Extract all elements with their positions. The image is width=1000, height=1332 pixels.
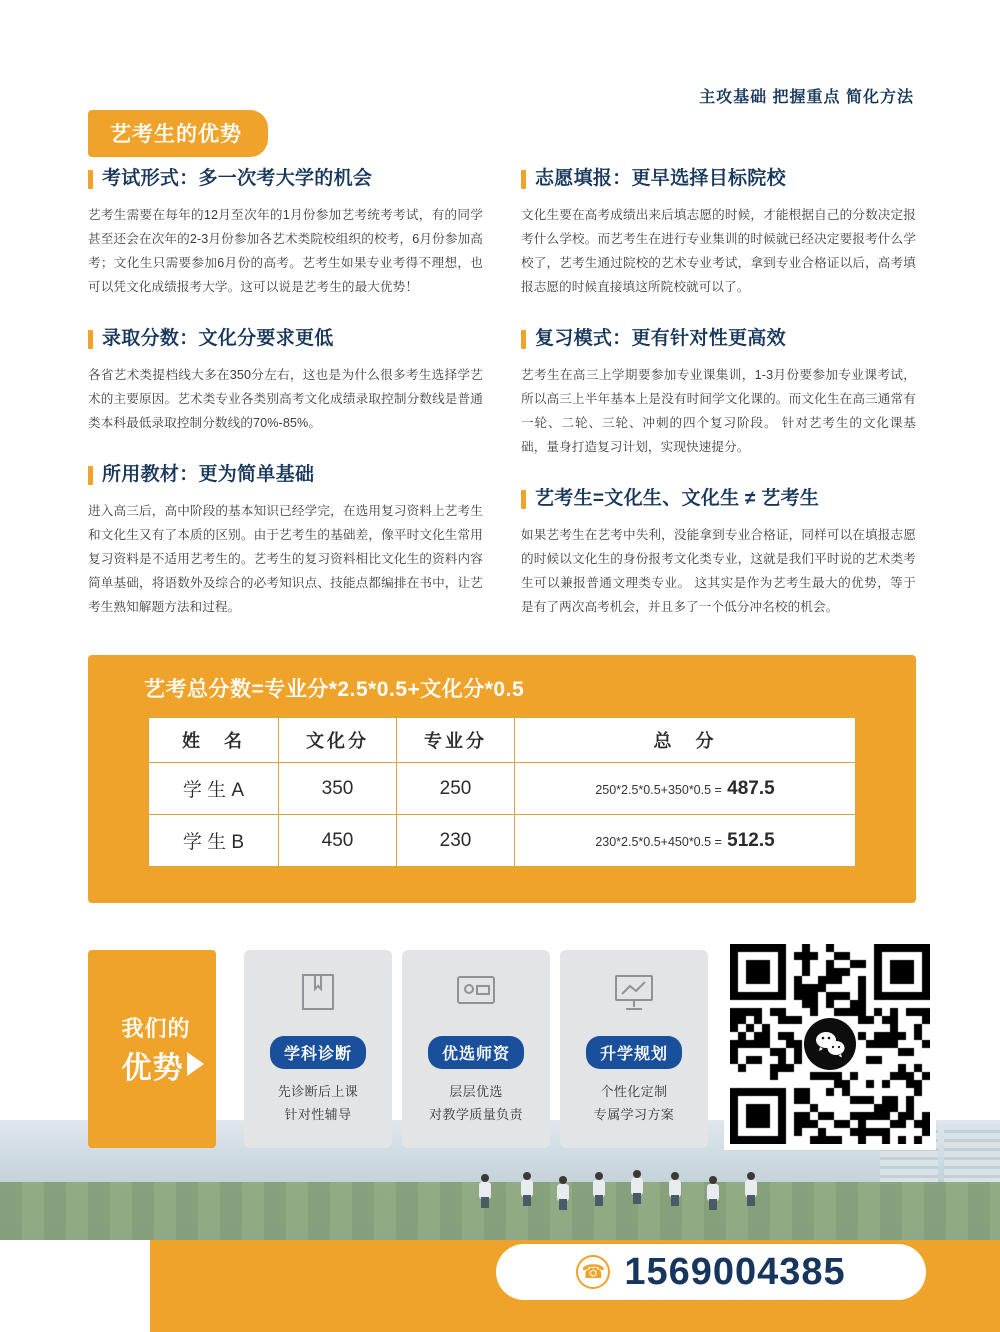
photo-field xyxy=(0,1182,1000,1240)
card-desc-2: 针对性辅导 xyxy=(284,1106,352,1122)
advantage-line2: 优势 xyxy=(121,1051,184,1085)
block-body: 各省艺术类提档线大多在350分左右，这也是为什么很多考生选择学艺术的主要原因。艺术类专业各类别高考文化成绩录取控制分数线是普通类本科最低录取控制分数线的70%-85%。 xyxy=(88,367,483,431)
cell-major: 230 xyxy=(397,815,515,867)
cell-culture: 450 xyxy=(279,815,397,867)
photo-runner xyxy=(478,1174,492,1208)
phone-number: 1569004385 xyxy=(624,1250,846,1293)
header-slogan: 主攻基础 把握重点 简化方法 xyxy=(699,89,914,106)
table-header-row xyxy=(149,718,856,763)
col-culture: 文化分 xyxy=(279,718,397,763)
card-subject-diagnosis[interactable] xyxy=(244,950,392,1148)
arrow-right-icon xyxy=(187,1052,204,1076)
contact-phone-bar[interactable] xyxy=(496,1244,926,1300)
cell-name: 学 生 B xyxy=(149,815,279,867)
col-major: 专业分 xyxy=(397,718,515,763)
block-admission-score xyxy=(88,325,483,435)
photo-building xyxy=(944,1124,1000,1184)
photo-runner xyxy=(520,1172,534,1206)
card-pill-label: 优选师资 xyxy=(428,1036,524,1069)
photo-runner xyxy=(630,1170,644,1204)
score-table xyxy=(148,717,856,867)
column-right xyxy=(521,165,916,646)
table-row xyxy=(149,763,856,815)
block-title: 录取分数：文化分要求更低 xyxy=(88,325,483,354)
score-formula-title: 艺考总分数=专业分*2.5*0.5+文化分*0.5 xyxy=(144,678,525,701)
feature-cards xyxy=(244,950,708,1148)
block-body: 进入高三后，高中阶段的基本知识已经学完，在选用复习资料上艺考生和文化生又有了本质的区别。由于艺考生的基础差，像平时文化生常用复习资料是不适用艺考生的。艺考生的复习资料相比文化生的资料内容简单基础，将语数外及综合的必考知识点、技能点都编排在书中，让艺考生熟知解题方法和过程。 xyxy=(88,503,483,615)
photo-runner xyxy=(556,1176,570,1210)
card-desc-1: 层层优选 xyxy=(449,1084,503,1099)
column-left xyxy=(88,165,483,646)
card-desc-1: 先诊断后上课 xyxy=(277,1084,359,1099)
cell-total xyxy=(515,763,856,815)
block-exam-format xyxy=(88,165,483,299)
bottom-strip-notch xyxy=(0,1240,150,1332)
book-icon xyxy=(295,972,341,1012)
qr-canvas-wrap xyxy=(730,944,930,1144)
block-body: 如果艺考生在艺考中失利，没能拿到专业合格证，同样可以在填报志愿的时候以文化生的身份报考文化类专业，这就是我们平时说的艺术类考生可以兼报普通文理类专业。 这其实是作为艺考生最大的优势，等于是有了两次高考机会，并且多了一个低分冲名校的机会。 xyxy=(521,527,916,615)
block-title: 考试形式：多一次考大学的机会 xyxy=(88,165,483,194)
cell-culture: 350 xyxy=(279,763,397,815)
card-desc-2: 专属学习方案 xyxy=(593,1106,675,1122)
total-formula: 230*2.5*0.5+450*0.5 = xyxy=(595,834,722,849)
total-formula: 250*2.5*0.5+350*0.5 = xyxy=(595,782,722,797)
cell-name: 学 生 A xyxy=(149,763,279,815)
block-application xyxy=(521,165,916,299)
wechat-logo-icon xyxy=(804,1018,856,1070)
photo-runner xyxy=(744,1172,758,1206)
photo-runner xyxy=(592,1172,606,1206)
advantage-line1: 我们的 xyxy=(121,1015,191,1041)
content-columns xyxy=(88,165,916,646)
cell-total xyxy=(515,815,856,867)
block-title: 所用教材：更为简单基础 xyxy=(88,461,483,490)
card-teacher-selection[interactable] xyxy=(402,950,550,1148)
wechat-qr-code[interactable] xyxy=(724,938,936,1150)
block-review-mode xyxy=(521,325,916,459)
photo-runner xyxy=(668,1172,682,1206)
block-textbooks xyxy=(88,461,483,619)
total-value: 512.5 xyxy=(727,829,775,851)
card-desc-2: 对教学质量负责 xyxy=(429,1106,523,1122)
teacher-board-icon xyxy=(453,972,499,1012)
block-comparison xyxy=(521,485,916,619)
our-advantage-badge xyxy=(88,950,216,1148)
total-value: 487.5 xyxy=(727,777,775,799)
score-formula-panel xyxy=(88,655,916,903)
block-body: 艺考生在高三上学期要参加专业课集训，1-3月份要参加专业课考试，所以高三上半年基本上是没有时间学文化课的。而文化生在高三通常有一轮、二轮、三轮、冲刺的四个复习阶段。 针对艺考生的文化课基础，量身打造复习计划，实现快速提分。 xyxy=(521,367,916,455)
card-pill-label: 学科诊断 xyxy=(270,1036,366,1069)
chart-board-icon xyxy=(611,972,657,1012)
phone-icon: ☎ xyxy=(576,1255,610,1289)
card-study-planning[interactable] xyxy=(560,950,708,1148)
col-total: 总 分 xyxy=(515,718,856,763)
block-body: 文化生要在高考成绩出来后填志愿的时候，才能根据自己的分数决定报考什么学校。而艺考生在进行专业集训的时候就已经决定要报考什么学校了，艺考生通过院校的艺术专业考试，拿到专业合格证以后，高考填报志愿的时候直接填这所院校就可以了。 xyxy=(521,207,916,295)
card-desc-1: 个性化定制 xyxy=(600,1084,668,1099)
page-title: 艺考生的优势 xyxy=(88,110,268,157)
card-pill-label: 升学规划 xyxy=(586,1036,682,1069)
cell-major: 250 xyxy=(397,763,515,815)
col-name: 姓 名 xyxy=(149,718,279,763)
table-row xyxy=(149,815,856,867)
block-title: 艺考生=文化生、文化生 ≠ 艺考生 xyxy=(521,485,916,514)
block-body: 艺考生需要在每年的12月至次年的1月份参加艺考统考考试，有的同学甚至还会在次年的2-3月份参加各艺术类院校组织的校考，6月份参加高考；文化生只需要参加6月份的高考。艺考生如果专业考得不理想，也可以凭文化成绩报考大学。这可以说是艺考生的最大优势！ xyxy=(88,207,483,295)
block-title: 志愿填报：更早选择目标院校 xyxy=(521,165,916,194)
photo-runner xyxy=(706,1176,720,1210)
block-title: 复习模式：更有针对性更高效 xyxy=(521,325,916,354)
